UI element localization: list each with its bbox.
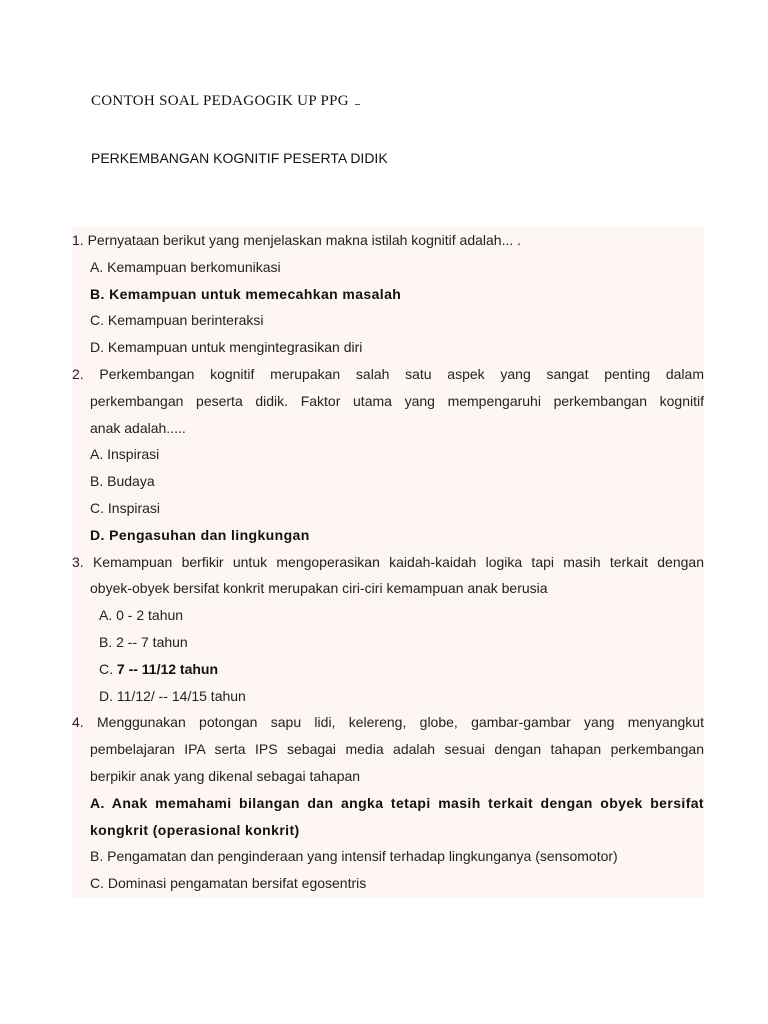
question-2-option-d-answer: D. Pengasuhan dan lingkungan: [90, 526, 310, 543]
question-2-stem-line-3: anak adalah.....: [90, 419, 186, 436]
question-3-option-c-prefix: C.: [99, 660, 113, 677]
question-4-stem-line-1: 4. Menggunakan potongan sapu lidi, kelereng, globe, gambar-gambar yang menyangkut: [72, 714, 704, 731]
question-3-option-a: A. 0 - 2 tahun: [99, 607, 184, 624]
question-4-stem-line-2: pembelajaran IPA serta IPS sebagai media adalah sesuai dengan tahapan perkembangan: [90, 741, 704, 758]
question-4-option-c: C. Dominasi pengamatan bersifat egosentris: [90, 875, 367, 892]
question-2-option-b: B. Budaya: [90, 473, 155, 490]
question-3-option-c-answer: [72, 656, 704, 683]
question-4-stem-line-3: berpikir anak yang dikenal sebagai tahapan: [90, 767, 361, 784]
question-3-option-d: D. 11/12/ -- 14/15 tahun: [99, 687, 246, 704]
question-1-option-a: A. Kemampuan berkomunikasi: [90, 258, 281, 275]
question-1-stem: 1. Pernyataan berikut yang menjelaskan makna istilah kognitif adalah... .: [72, 232, 522, 248]
question-3-stem-line-2: obyek-obyek bersifat konkrit merupakan ciri-ciri kemampuan anak berusia: [90, 580, 548, 597]
question-2-stem-line-2: perkembangan peserta didik. Faktor utama yang mempengaruhi perkembangan kognitif: [90, 392, 704, 409]
question-2-option-c: C. Inspirasi: [90, 499, 161, 516]
question-4-option-b: B. Pengamatan dan penginderaan yang intensif terhadap lingkunganya (sensomotor): [90, 848, 618, 865]
document-title-text: CONTOH SOAL PEDAGOGIK UP PPG: [91, 93, 349, 109]
question-3-stem-line-1: 3. Kemampuan berfikir untuk mengoperasikan kaidah-kaidah logika tapi masih terkait dengan: [72, 553, 704, 570]
question-1-option-d: D. Kemampuan untuk mengintegrasikan diri: [90, 339, 363, 356]
question-1-option-c: C. Kemampuan berinteraksi: [90, 312, 264, 329]
question-2-stem-line-1: 2. Perkembangan kognitif merupakan salah satu aspek yang sangat penting dalam: [72, 365, 704, 382]
question-4-option-a-answer-line-2: kongkrit (operasional konkrit): [90, 821, 300, 838]
question-3-option-b: B. 2 -- 7 tahun: [99, 633, 188, 650]
document-title: [91, 93, 360, 110]
document-subtitle: PERKEMBANGAN KOGNITIF PESERTA DIDIK: [91, 150, 388, 166]
question-3-option-c-text: 7 -- 11/12 tahun: [116, 660, 219, 677]
question-1-option-b-answer: B. Kemampuan untuk memecahkan masalah: [90, 285, 402, 302]
question-2-option-a: A. Inspirasi: [90, 446, 160, 463]
question-4-option-a-answer-line-1: A. Anak memahami bilangan dan angka tetapi masih terkait dengan obyek bersifat: [90, 794, 704, 811]
question-list: [72, 227, 704, 897]
link-underline-mark: [355, 94, 360, 105]
